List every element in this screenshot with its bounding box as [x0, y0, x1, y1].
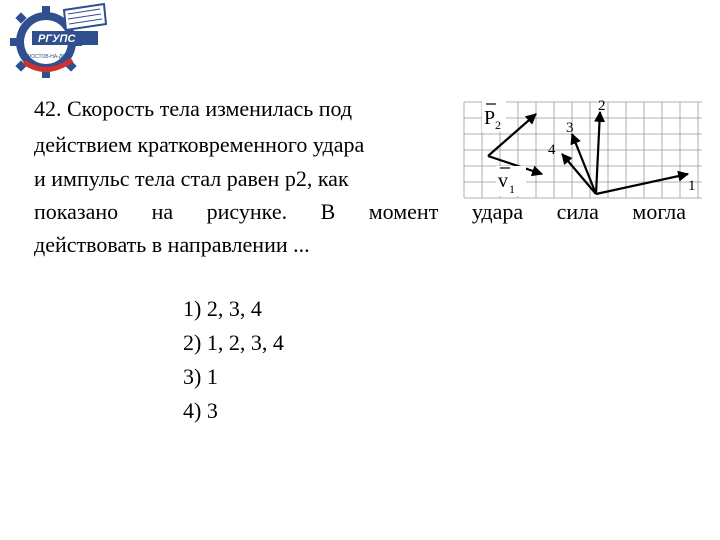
direction-label-1: 1 — [688, 178, 696, 194]
direction-label-2: 2 — [598, 98, 606, 114]
answer-option-3: 3) 1 — [183, 364, 218, 389]
p2-label-subscript: 2 — [495, 118, 501, 132]
university-logo — [2, 0, 110, 80]
direction-vector-3 — [572, 134, 596, 194]
direction-label-4: 4 — [548, 142, 556, 158]
answer-option-2: 2) 1, 2, 3, 4 — [183, 330, 284, 355]
answer-options — [183, 292, 284, 428]
logo-subtext: РОСТОВ-НА-ДОНУ — [28, 54, 73, 60]
direction-vector-4 — [562, 154, 596, 194]
v1-label-subscript: 1 — [509, 182, 515, 196]
v1-label: v — [498, 170, 508, 192]
answer-option-1: 1) 2, 3, 4 — [183, 296, 262, 321]
vector-diagram — [462, 96, 704, 200]
logo-text: РГУПС — [38, 33, 76, 45]
direction-vector-1 — [596, 174, 688, 194]
question-line-3: и импульс тела стал равен p2, как — [34, 166, 349, 191]
p2-label: P — [484, 107, 496, 129]
answer-option-4: 4) 3 — [183, 398, 218, 423]
question-line-5: действовать в направлении ... — [34, 232, 310, 257]
question-line-4: показано на рисунке. В момент удара сила могла — [34, 199, 686, 224]
question-line-2: действием кратковременного удара — [34, 132, 365, 157]
direction-label-3: 3 — [566, 120, 574, 136]
question-line-1: 42. Скорость тела изменилась под — [34, 96, 353, 121]
